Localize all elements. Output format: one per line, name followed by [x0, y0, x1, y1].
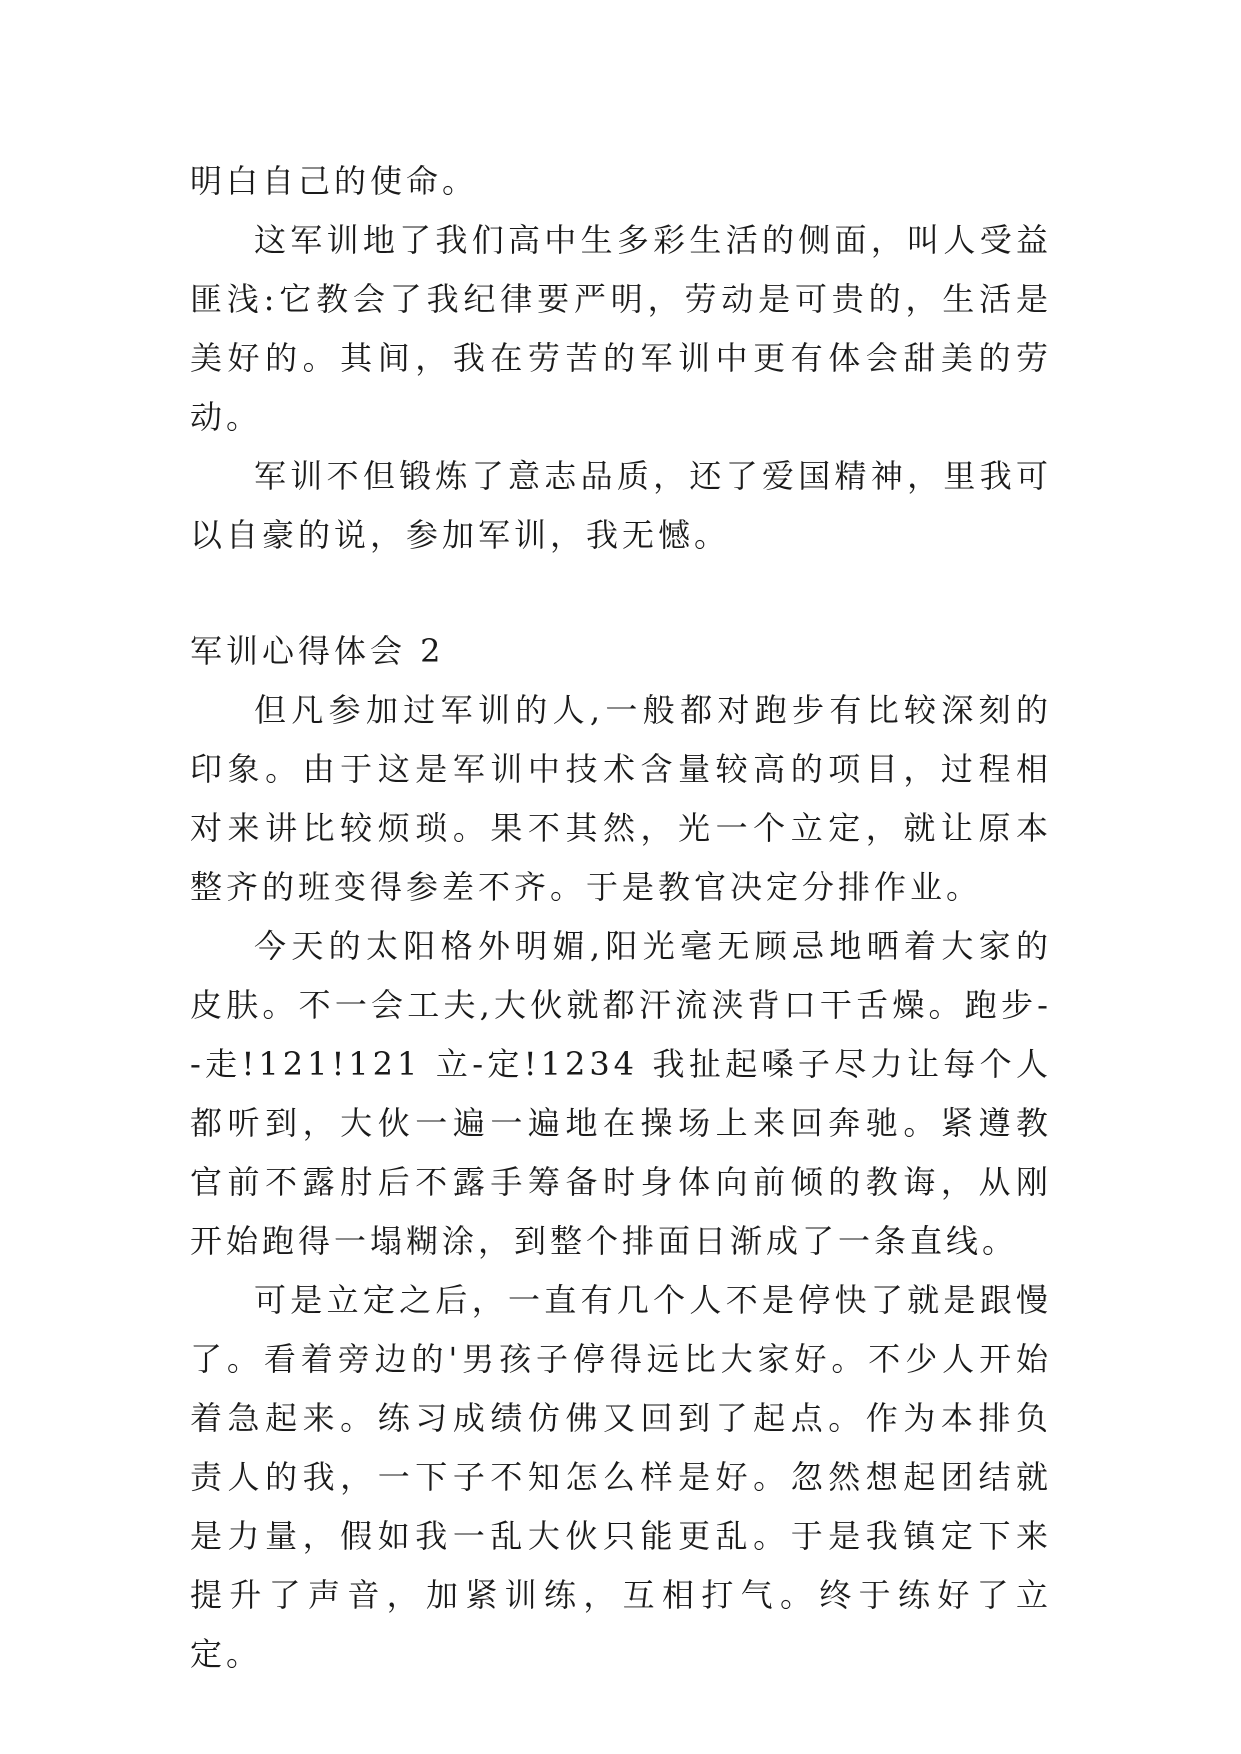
section-paragraph-1: 但凡参加过军训的人,一般都对跑步有比较深刻的印象。由于这是军训中技术含量较高的项目，过程相对来讲比较烦琐。果不其然，光一个立定，就让原本整齐的班变得参差不齐。于是教官决定分排作业。 [190, 691, 1052, 906]
document-body [190, 152, 1052, 1684]
section-title: 军训心得体会 2 [190, 632, 445, 670]
section-paragraph-3: 可是立定之后，一直有几个人不是停快了就是跟慢了。看着旁边的'男孩子停得远比大家好。不少人开始着急起来。练习成绩仿佛又回到了起点。作为本排负责人的我，一下子不知怎么样是好。忽然想起团结就是力量，假如我一乱大伙只能更乱。于是我镇定下来提升了声音，加紧训练，互相打气。终于练好了立定。 [190, 1281, 1052, 1673]
section-paragraph-2: 今天的太阳格外明媚,阳光毫无顾忌地晒着大家的皮肤。不一会工夫,大伙就都汗流浃背口干舌燥。跑步--走!121!121 立-定!1234 我扯起嗓子尽力让每个人都听到，大伙一遍一遍地在操场上来回奔驰。紧遵教官前不露肘后不露手筹备时身体向前倾的教诲，从刚开始跑得一塌糊涂，到整个排面日渐成了一条直线。 [190, 927, 1052, 1260]
paragraph-1: 明白自己的使命。 [190, 162, 479, 200]
paragraph-3: 军训不但锻炼了意志品质，还了爱国精神，里我可以自豪的说，参加军训，我无憾。 [190, 457, 1052, 554]
paragraph-2: 这军训地了我们高中生多彩生活的侧面，叫人受益匪浅:它教会了我纪律要严明，劳动是可贵的，生活是美好的。其间，我在劳苦的军训中更有体会甜美的劳动。 [190, 221, 1052, 436]
